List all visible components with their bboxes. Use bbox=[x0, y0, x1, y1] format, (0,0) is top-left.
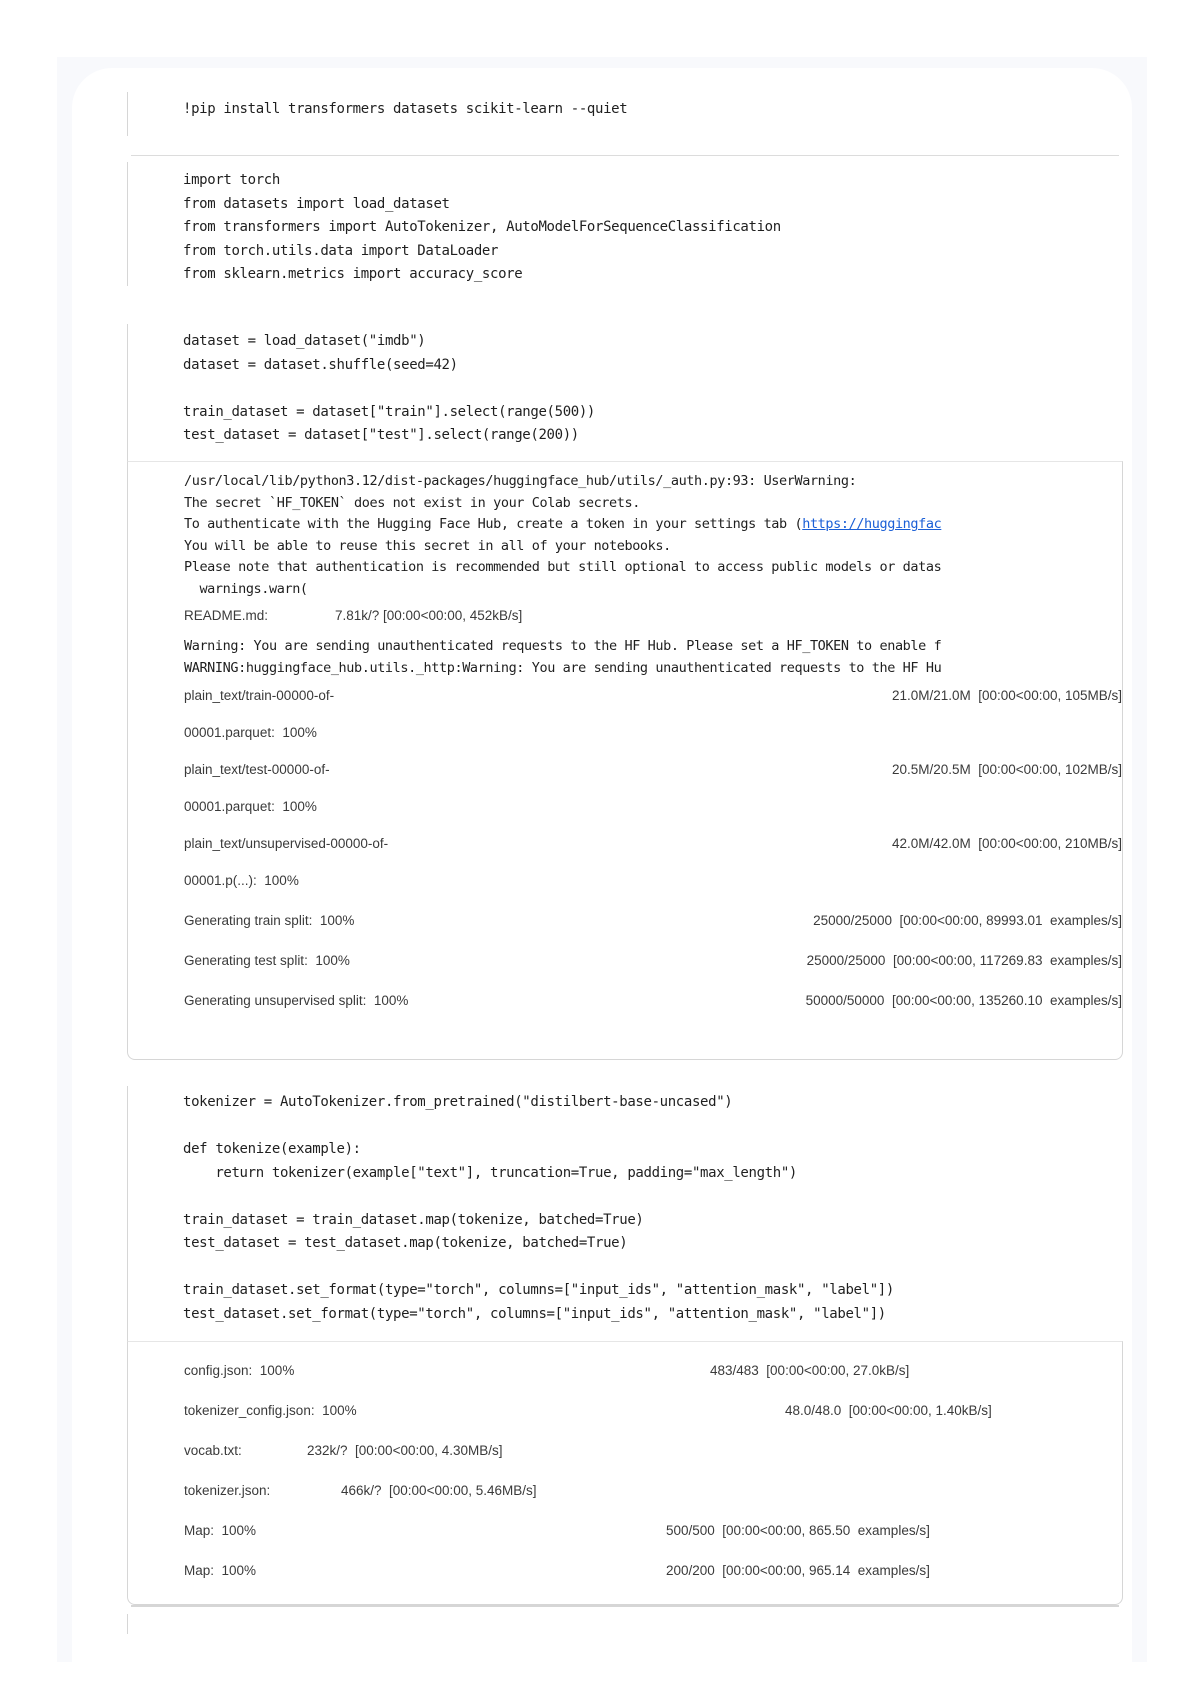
code-line[interactable]: dataset = load_dataset("imdb") bbox=[183, 333, 426, 349]
progress-row bbox=[184, 873, 1122, 895]
progress-row bbox=[184, 993, 1122, 1015]
progress-value: 466k/? [00:00<00:00, 5.46MB/s] bbox=[341, 1483, 537, 1498]
progress-row bbox=[184, 836, 1122, 858]
progress-label: Map: 100% bbox=[184, 1563, 257, 1578]
progress-row bbox=[184, 762, 1122, 784]
progress-value: 50000/50000 [00:00<00:00, 135260.10 examples/s] bbox=[805, 993, 1122, 1008]
progress-label: Generating unsupervised split: 100% bbox=[184, 993, 409, 1008]
code-line[interactable]: def tokenize(example): bbox=[183, 1141, 361, 1157]
progress-label: 00001.parquet: 100% bbox=[184, 725, 317, 740]
code-line[interactable]: test_dataset.set_format(type="torch", columns=["input_ids", "attention_mask", "label"]) bbox=[183, 1305, 886, 1322]
warning-text bbox=[184, 514, 941, 536]
progress-row bbox=[184, 953, 1122, 975]
progress-row bbox=[184, 913, 1122, 935]
cell-output bbox=[127, 461, 1123, 1060]
code-line[interactable]: from sklearn.metrics import accuracy_score bbox=[183, 266, 523, 282]
progress-label: Generating train split: 100% bbox=[184, 913, 355, 928]
progress-readme bbox=[184, 608, 1122, 630]
progress-label: tokenizer.json: bbox=[184, 1483, 271, 1498]
progress-value: 232k/? [00:00<00:00, 4.30MB/s] bbox=[307, 1443, 503, 1458]
progress-value: 42.0M/42.0M [00:00<00:00, 210MB/s] bbox=[891, 836, 1122, 851]
progress-row bbox=[184, 1483, 1122, 1505]
warning-text: The secret `HF_TOKEN` does not exist in your Colab secrets. bbox=[184, 494, 640, 511]
progress-value: 7.81k/? [00:00<00:00, 452kB/s] bbox=[335, 608, 523, 623]
code-cell-load-dataset[interactable] bbox=[127, 318, 1123, 1060]
progress-value: 25000/25000 [00:00<00:00, 89993.01 examples/s] bbox=[813, 913, 1122, 928]
http-warning-text: WARNING:huggingface_hub.utils._http:Warning: You are sending unauthenticated requests to the HF Hu bbox=[184, 659, 942, 676]
code-line[interactable]: !pip install transformers datasets scikit-learn --quiet bbox=[183, 101, 628, 117]
code-line[interactable]: import torch bbox=[183, 172, 280, 188]
code-line[interactable]: from torch.utils.data import DataLoader bbox=[183, 242, 499, 259]
http-warning-text: Warning: You are sending unauthenticated requests to the HF Hub. Please set a HF_TOKEN to enable f bbox=[184, 638, 942, 654]
code-line[interactable]: from datasets import load_dataset bbox=[183, 195, 450, 212]
progress-row bbox=[184, 1363, 1122, 1385]
cell-separator bbox=[131, 1605, 1119, 1607]
warning-text: /usr/local/lib/python3.12/dist-packages/huggingface_hub/utils/_auth.py:93: UserWarning: bbox=[184, 473, 857, 489]
progress-value: 20.5M/20.5M [00:00<00:00, 102MB/s] bbox=[891, 762, 1122, 777]
code-cell-pip-install[interactable] bbox=[127, 92, 1123, 142]
progress-label: Generating test split: 100% bbox=[184, 953, 350, 968]
cell-gutter bbox=[127, 1614, 128, 1634]
code-cell-tokenize[interactable] bbox=[127, 1080, 1123, 1605]
warning-text: You will be able to reuse this secret in all of your notebooks. bbox=[184, 537, 671, 554]
warning-text-segment: To authenticate with the Hugging Face Hub, create a token in your settings tab ( bbox=[184, 516, 803, 532]
progress-value: 200/200 [00:00<00:00, 965.14 examples/s] bbox=[666, 1563, 930, 1578]
progress-label: tokenizer_config.json: 100% bbox=[184, 1403, 357, 1418]
progress-value: 483/483 [00:00<00:00, 27.0kB/s] bbox=[710, 1363, 910, 1378]
code-line[interactable]: test_dataset = dataset["test"].select(range(200)) bbox=[183, 427, 579, 443]
code-line[interactable]: tokenizer = AutoTokenizer.from_pretrained("distilbert-base-uncased") bbox=[183, 1094, 733, 1110]
code-line[interactable]: test_dataset = test_dataset.map(tokenize, batched=True) bbox=[183, 1235, 628, 1251]
progress-label: Map: 100% bbox=[184, 1523, 257, 1538]
progress-value: 21.0M/21.0M [00:00<00:00, 105MB/s] bbox=[891, 688, 1122, 703]
cell-gutter bbox=[127, 1086, 128, 1346]
progress-value: 500/500 [00:00<00:00, 865.50 examples/s] bbox=[666, 1523, 930, 1538]
code-line[interactable]: return tokenizer(example["text"], truncation=True, padding="max_length") bbox=[183, 1164, 797, 1181]
warning-text: Please note that authentication is recommended but still optional to access public models or datas bbox=[184, 559, 942, 575]
progress-row bbox=[184, 688, 1122, 710]
warning-text: warnings.warn( bbox=[184, 580, 308, 597]
progress-row bbox=[184, 799, 1122, 821]
progress-label: 00001.p(...): 100% bbox=[184, 873, 299, 888]
cell-gutter bbox=[127, 92, 128, 136]
progress-row bbox=[184, 1563, 1122, 1585]
code-line[interactable]: train_dataset = dataset["train"].select(range(500)) bbox=[183, 403, 596, 420]
progress-value: 48.0/48.0 [00:00<00:00, 1.40kB/s] bbox=[785, 1403, 992, 1418]
progress-row bbox=[184, 1443, 1122, 1465]
progress-label: plain_text/test-00000-of- bbox=[184, 762, 330, 777]
cell-gutter bbox=[127, 324, 128, 464]
progress-value: 25000/25000 [00:00<00:00, 117269.83 examples/s] bbox=[806, 953, 1122, 968]
progress-row bbox=[184, 1403, 1122, 1425]
progress-row bbox=[184, 1523, 1122, 1545]
progress-label: 00001.parquet: 100% bbox=[184, 799, 317, 814]
cell-gutter bbox=[127, 162, 128, 286]
progress-label: plain_text/train-00000-of- bbox=[184, 688, 335, 703]
code-line[interactable]: dataset = dataset.shuffle(seed=42) bbox=[183, 356, 458, 373]
huggingface-settings-link[interactable]: https://huggingfac bbox=[802, 516, 942, 532]
progress-row bbox=[184, 725, 1122, 747]
code-line[interactable]: train_dataset.set_format(type="torch", columns=["input_ids", "attention_mask", "label"]) bbox=[183, 1282, 894, 1298]
code-line[interactable]: train_dataset = train_dataset.map(tokenize, batched=True) bbox=[183, 1211, 644, 1228]
progress-label: README.md: bbox=[184, 608, 269, 623]
code-cell-empty[interactable] bbox=[127, 1612, 1123, 1662]
cell-output bbox=[127, 1341, 1123, 1605]
code-line[interactable]: from transformers import AutoTokenizer, AutoModelForSequenceClassification bbox=[183, 219, 781, 235]
code-cell-imports[interactable] bbox=[127, 156, 1123, 296]
progress-label: plain_text/unsupervised-00000-of- bbox=[184, 836, 389, 851]
progress-label: config.json: 100% bbox=[184, 1363, 295, 1378]
progress-label: vocab.txt: bbox=[184, 1443, 242, 1458]
